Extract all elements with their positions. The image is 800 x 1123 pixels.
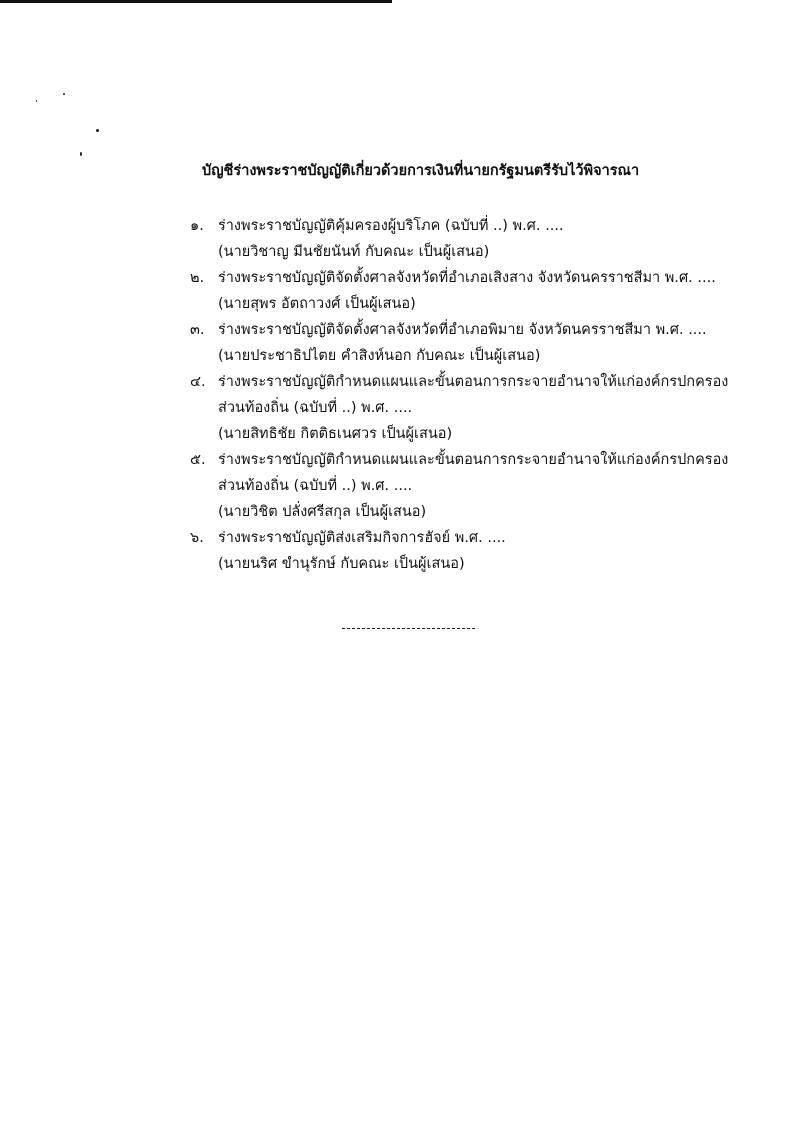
bill-title: ร่างพระราชบัญญัติส่งเสริมกิจการฮัจย์ พ.ศ. .... [218, 530, 506, 546]
bill-sponsor: (นายประชาธิปไตย คำสิงห์นอก กับคณะ เป็นผู้เสนอ) [218, 348, 541, 364]
list-item [190, 369, 750, 447]
bill-title-continued: ส่วนท้องถิ่น (ฉบับที่ ..) พ.ศ. .... [218, 400, 413, 416]
item-number: ๕. [190, 452, 206, 468]
top-rule [0, 0, 392, 3]
list-item [190, 265, 750, 317]
list-item [190, 213, 750, 265]
scan-speck [96, 129, 99, 132]
bill-title-continued: ส่วนท้องถิ่น (ฉบับที่ ..) พ.ศ. .... [218, 478, 413, 494]
bill-sponsor: (นายนริศ ขำนุรักษ์ กับคณะ เป็นผู้เสนอ) [218, 556, 465, 572]
bill-sponsor: (นายสิทธิชัย กิตติธเนศวร เป็นผู้เสนอ) [218, 426, 453, 442]
bill-sponsor: (นายสุพร อัตถาวงศ์ เป็นผู้เสนอ) [218, 296, 416, 312]
bill-title: ร่างพระราชบัญญัติกำหนดแผนและขั้นตอนการกระจายอำนาจให้แก่องค์กรปกครอง [218, 374, 729, 390]
list-item [190, 447, 750, 525]
scan-speck [63, 93, 65, 95]
scan-speck [36, 100, 37, 102]
bill-title: ร่างพระราชบัญญัติคุ้มครองผู้บริโภค (ฉบับที่ ..) พ.ศ. .... [218, 218, 564, 234]
item-number: ๖. [190, 530, 204, 546]
document-title: บัญชีร่างพระราชบัญญัติเกี่ยวด้วยการเงินที่นายกรัฐมนตรีรับไว้พิจารณา [202, 163, 640, 179]
list-item [190, 525, 750, 577]
bill-title: ร่างพระราชบัญญัติจัดตั้งศาลจังหวัดที่อำเภอเสิงสาง จังหวัดนครราชสีมา พ.ศ. .... [218, 270, 716, 286]
item-number: ๑. [190, 218, 204, 234]
item-number: ๒. [190, 270, 205, 286]
list-item [190, 317, 750, 369]
bill-title: ร่างพระราชบัญญัติจัดตั้งศาลจังหวัดที่อำเภอพิมาย จังหวัดนครราชสีมา พ.ศ. .... [218, 322, 707, 338]
item-number: ๓. [190, 322, 205, 338]
bill-title: ร่างพระราชบัญญัติกำหนดแผนและขั้นตอนการกระจายอำนาจให้แก่องค์กรปกครอง [218, 452, 729, 468]
bill-sponsor: (นายวิชิต ปลั่งศรีสกุล เป็นผู้เสนอ) [218, 504, 427, 520]
item-number: ๔. [190, 374, 206, 390]
end-divider [342, 628, 475, 629]
bill-list [190, 213, 750, 577]
bill-sponsor: (นายวิชาญ มีนชัยนันท์ กับคณะ เป็นผู้เสนอ) [218, 244, 490, 260]
scan-speck [80, 152, 82, 156]
